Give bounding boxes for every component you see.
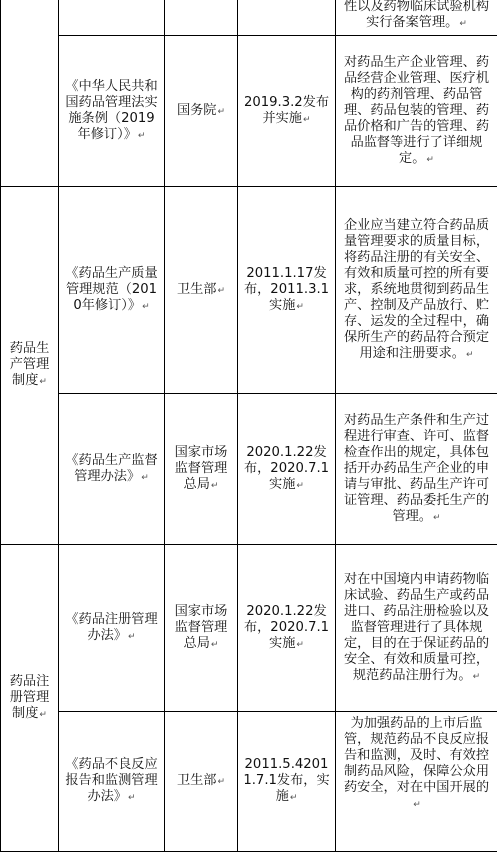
date-text: 2011.1.17发布，2011.3.1实施↵: [242, 266, 331, 315]
paragraph-mark: ↵: [296, 640, 304, 650]
issuer-cell: [165, 36, 238, 187]
table-row: [1, 712, 497, 852]
date-text: 2011.5.42011.7.1发布，实施↵: [242, 757, 331, 806]
paragraph-mark: ↵: [433, 513, 441, 523]
paragraph-mark: ↵: [138, 131, 146, 141]
date-cell: [238, 394, 336, 545]
issuer-cell: [165, 712, 238, 852]
paragraph-mark: ↵: [142, 302, 150, 312]
paragraph-mark: ↵: [466, 350, 474, 360]
paragraph-mark: ↵: [39, 377, 47, 387]
issuer-name: 国家市场监督管理总局↵: [169, 604, 233, 653]
table-row: [1, 36, 497, 187]
law-cell: [59, 36, 165, 187]
issuer-name: 国务院↵: [177, 103, 225, 118]
category-label: 药品注册管理制度↵: [7, 674, 52, 723]
date-cell: [238, 36, 336, 187]
paragraph-mark: ↵: [128, 793, 136, 803]
law-cell: [59, 545, 165, 712]
date-text: 2020.1.22发布，2020.7.1实施↵: [242, 445, 331, 494]
law-cell: [59, 187, 165, 394]
paragraph-mark: ↵: [211, 481, 219, 491]
date-text: 2019.3.2发布并实施↵: [242, 95, 331, 128]
law-cell: [59, 0, 165, 36]
category-cell: [1, 545, 59, 852]
table-row: [1, 394, 497, 545]
description-cell: [336, 187, 497, 394]
description-text: 对药品生产企业管理、药品经营企业管理、医疗机构的药剂管理、药品管理、药品包装的管理、药品价格和广告的管理、药品监督等进行了详细规定。↵: [340, 55, 493, 168]
paragraph-mark: ↵: [296, 302, 304, 312]
paragraph-mark: ↵: [303, 115, 311, 125]
law-cell: [59, 394, 165, 545]
law-name: 《药品不良反应报告和监测管理办法》↵: [63, 757, 160, 806]
issuer-cell: [165, 394, 238, 545]
law-name: 《药品生产质量管理规范（2010年修订）》↵: [63, 266, 160, 315]
paragraph-mark: ↵: [211, 640, 219, 650]
table-row: [1, 187, 497, 394]
description-text: 性以及药物临床试验机构实行备案管理。↵: [340, 0, 493, 32]
paragraph-mark: ↵: [218, 286, 226, 296]
description-text: 企业应当建立符合药品质量管理要求的质量目标，将药品注册的有关安全、有效和质量可控的所有要求，系统地贯彻到药品生产、控制及产品放行、贮存、运发的全过程中，确保所生产的药品符合预定用途和注册要求。↵: [340, 218, 493, 363]
issuer-cell: [165, 187, 238, 394]
issuer-cell: [165, 545, 238, 712]
paragraph-mark: ↵: [426, 155, 434, 165]
issuer-name: 卫生部↵: [177, 282, 225, 297]
date-cell: [238, 545, 336, 712]
description-text: 对在中国境内申请药物临床试验、药品生产或药品进口、药品注册检验以及监督管理进行了具体规定，目的在于保证药品的安全、有效和质量可控，规范药品注册行为。↵: [340, 572, 493, 685]
description-cell: [336, 545, 497, 712]
law-name: 《药品注册管理办法》↵: [63, 612, 160, 645]
table-row: [1, 0, 497, 36]
date-cell: [238, 0, 336, 36]
issuer-cell: [165, 0, 238, 36]
date-cell: [238, 187, 336, 394]
paragraph-mark: ↵: [459, 19, 467, 29]
paragraph-mark: ↵: [218, 107, 226, 117]
law-name: 《中华人民共和国药品管理法实施条例（2019年修订）》↵: [63, 79, 160, 144]
description-cell: [336, 712, 497, 852]
description-cell: [336, 36, 497, 187]
paragraph-mark: ↵: [296, 481, 304, 491]
description-cell: [336, 394, 497, 545]
description-cell: [336, 0, 497, 36]
date-text: 2020.1.22发布，2020.7.1实施↵: [242, 604, 331, 653]
paragraph-mark: ↵: [128, 632, 136, 642]
issuer-name: 卫生部↵: [177, 773, 225, 788]
category-label: 药品生产管理制度↵: [7, 341, 52, 390]
category-cell: [1, 187, 59, 545]
description-text: 为加强药品的上市后监管，规范药品不良反应报告和监测，及时、有效控制药品风险，保障公众用药安全，对在中国开展的↵: [340, 716, 493, 813]
category-cell: [1, 0, 59, 187]
paragraph-mark: ↵: [218, 777, 226, 787]
paragraph-mark: ↵: [473, 672, 481, 682]
date-cell: [238, 712, 336, 852]
paragraph-mark: ↵: [141, 473, 149, 483]
law-name: 《药品生产监督管理办法》↵: [63, 453, 160, 486]
description-text: 对药品生产条件和生产过程进行审查、许可、监督检查作出的规定，具体包括开办药品生产企业的申请与审批、药品生产许可证管理、药品委托生产的管理。↵: [340, 413, 493, 526]
law-cell: [59, 712, 165, 852]
paragraph-mark: ↵: [39, 710, 47, 720]
paragraph-mark: ↵: [413, 800, 421, 810]
paragraph-mark: ↵: [290, 793, 298, 803]
table-row: [1, 545, 497, 712]
issuer-name: 国家市场监督管理总局↵: [169, 445, 233, 494]
